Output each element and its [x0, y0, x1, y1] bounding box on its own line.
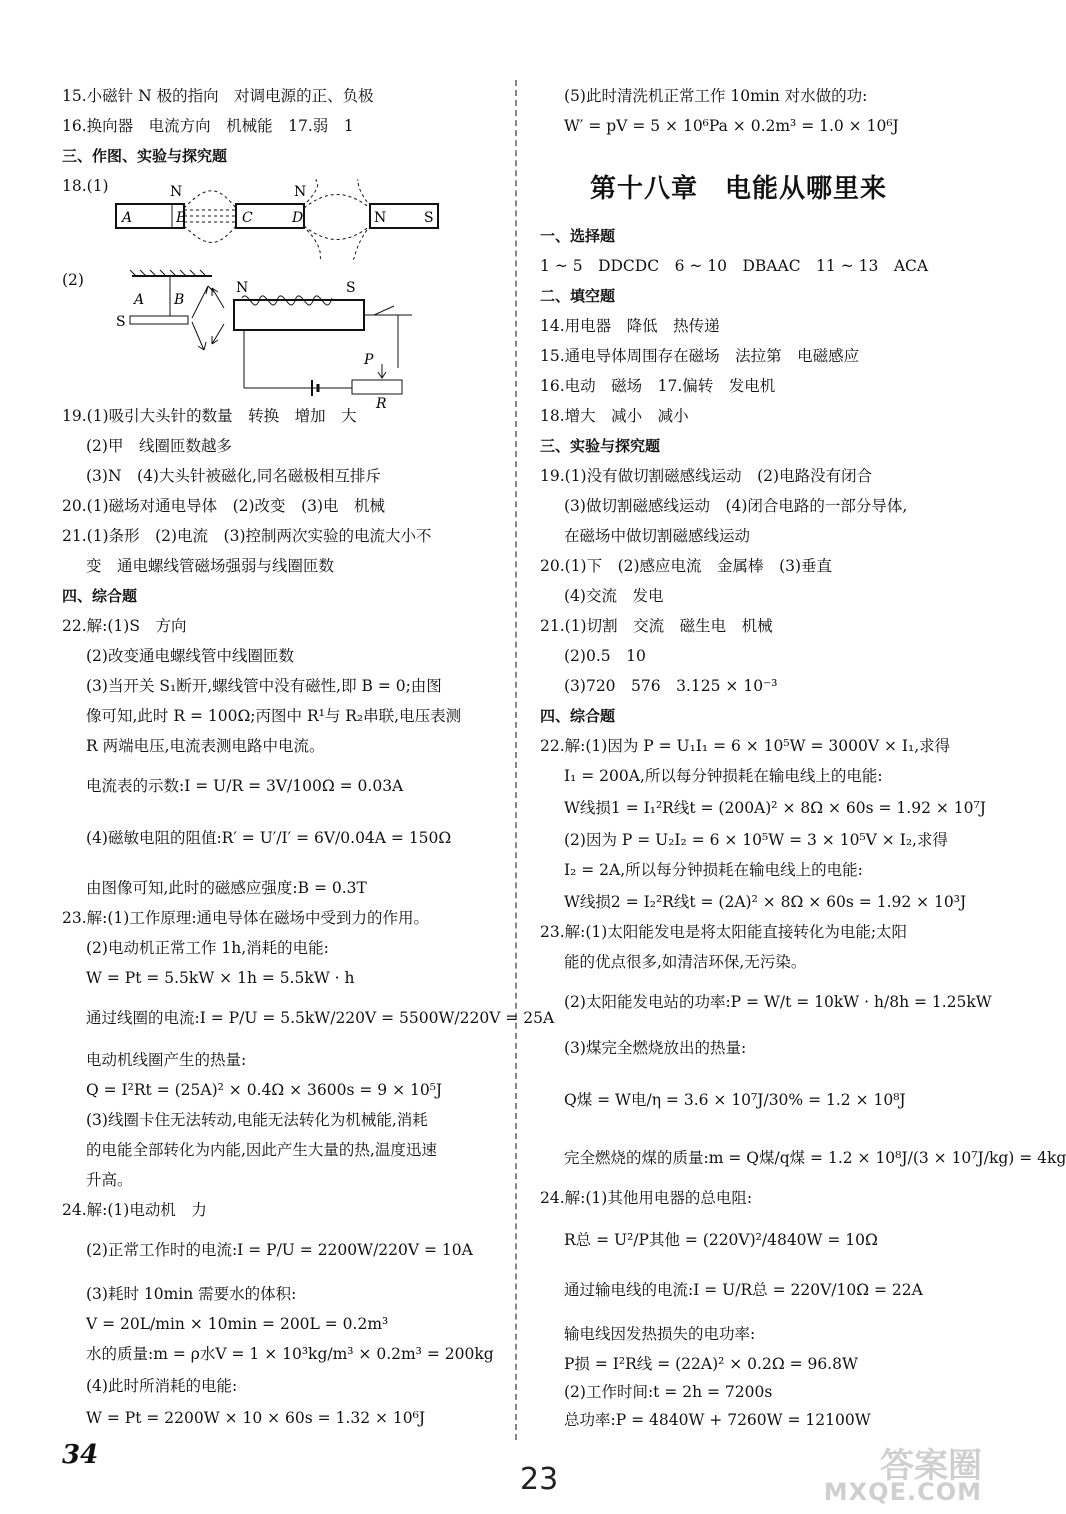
needle-label-a: A [134, 292, 145, 308]
answer-23-d: (3)煤完全燃烧放出的热量: [564, 1039, 747, 1057]
label-n-2: N [294, 184, 307, 200]
answer-21-a: 21.(1)条形 (2)电流 (3)控制两次实验的电流大小不 [62, 527, 432, 545]
choice-answers: 1 ~ 5 DDCDC 6 ~ 10 DBAAC 11 ~ 13 ACA [540, 257, 929, 275]
solenoid-label-s: S [346, 280, 356, 296]
answer-19-2: (2)甲 线圈匝数越多 [86, 437, 232, 455]
answer-16-17: 16.换向器 电流方向 机械能 17.弱 1 [62, 117, 354, 135]
answer-22-d: 像可知,此时 R = 100Ω;丙图中 R¹与 R₂串联,电压表测 [86, 707, 462, 725]
page-number: 34 [62, 1440, 99, 1470]
magnet-field-diagram [112, 180, 502, 260]
answer-20-b: (4)交流 发电 [564, 587, 664, 605]
watermark-url: MXQE.COM [823, 1478, 982, 1506]
answer-24-b: (2)正常工作时的电流:I = P/U = 2200W/220V = 10A [86, 1241, 473, 1259]
section-heading-2: 二、填空题 [540, 287, 616, 305]
answer-18-1-label: 18.(1) [62, 177, 109, 195]
answer-24-b: R总 = U²/P其他 = (220V)²/4840W = 10Ω [564, 1231, 878, 1249]
answer-18: 18.增大 减小 减小 [540, 407, 689, 425]
answer-23-b: 能的优点很多,如清洁环保,无污染。 [564, 953, 807, 971]
answer-22-b: I₁ = 200A,所以每分钟损耗在输电线上的电能: [564, 767, 883, 785]
answer-21-c: (3)720 576 3.125 × 10⁻³ [564, 677, 778, 695]
answer-19-3: (3)N (4)大头针被磁化,同名磁极相互排斥 [86, 467, 381, 485]
answer-21-b: (2)0.5 10 [564, 647, 646, 665]
answer-22-a: 22.解:(1)因为 P = U₁I₁ = 6 × 10⁵W = 3000V × I₁,求得 [540, 737, 951, 755]
label-b: B [176, 210, 187, 226]
answer-23-h: 的电能全部转化为内能,因此产生大量的热,温度迅速 [86, 1141, 437, 1159]
answer-prev-5-formula: W′ = pV = 5 × 10⁶Pa × 0.2m³ = 1.0 × 10⁶J [564, 117, 899, 135]
label-s: S [424, 210, 434, 226]
section-heading-1: 一、选择题 [540, 227, 616, 245]
answer-22-h: 由图像可知,此时的磁感应强度:B = 0.3T [86, 879, 367, 897]
answer-22-e: I₂ = 2A,所以每分钟损耗在输电线上的电能: [564, 861, 863, 879]
answer-22-a: 22.解:(1)S 方向 [62, 617, 187, 635]
answer-14: 14.用电器 降低 热传递 [540, 317, 720, 335]
answer-24-d: 输电线因发热损失的电功率: [564, 1325, 756, 1343]
handwritten-number: 23 [520, 1462, 559, 1497]
label-n-1: N [170, 184, 183, 200]
answer-22-g: (4)磁敏电阻的阻值:R′ = U′/I′ = 6V/0.04A = 150Ω [86, 829, 452, 847]
answer-24-a: 24.解:(1)电动机 力 [62, 1201, 207, 1219]
answer-18-2-label: (2) [62, 271, 84, 289]
answer-23-f: Q = I²Rt = (25A)² × 0.4Ω × 3600s = 9 × 10⁵J [86, 1081, 443, 1099]
answer-23-a: 23.解:(1)太阳能发电是将太阳能直接转化为电能;太阳 [540, 923, 908, 941]
answer-24-c: (3)耗时 10min 需要水的体积: [86, 1285, 297, 1303]
answer-22-b: (2)改变通电螺线管中线圈匝数 [86, 647, 294, 665]
needle-label-b: B [174, 292, 185, 308]
label-n-3: N [374, 210, 387, 226]
column-divider [515, 80, 517, 1440]
answer-22-f: 电流表的示数:I = U/R = 3V/100Ω = 0.03A [86, 777, 404, 795]
answer-22-f: W线损2 = I₂²R线t = (2A)² × 8Ω × 60s = 1.92 × 10³J [564, 893, 967, 911]
answer-23-f: 完全燃烧的煤的质量:m = Q煤/q煤 = 1.2 × 10⁸J/(3 × 10⁷J/kg) = 4kg [564, 1149, 1066, 1167]
answer-24-e: P损 = I²R线 = (22A)² × 0.2Ω = 96.8W [564, 1355, 858, 1373]
answer-19-a: 19.(1)没有做切割磁感线运动 (2)电路没有闭合 [540, 467, 873, 485]
section-heading-4: 四、综合题 [540, 707, 616, 725]
section-heading-4: 四、综合题 [62, 587, 138, 605]
answer-16-17: 16.电动 磁场 17.偏转 发电机 [540, 377, 776, 395]
answer-23-e: Q煤 = W电/η = 3.6 × 10⁷J/30% = 1.2 × 10⁸J [564, 1091, 906, 1109]
solenoid-circuit-diagram [112, 268, 412, 412]
answer-23-i: 升高。 [86, 1171, 133, 1189]
answer-15: 15.通电导体周围存在磁场 法拉第 电磁感应 [540, 347, 860, 365]
answer-21-b: 变 通电螺线管磁场强弱与线圈匝数 [86, 557, 335, 575]
rheostat-label-r: R [376, 396, 387, 412]
needle-label-s: S [116, 314, 126, 330]
answer-23-c: (2)太阳能发电站的功率:P = W/t = 10kW · h/8h = 1.25kW [564, 993, 992, 1011]
answer-24-c: 通过输电线的电流:I = U/R总 = 220V/10Ω = 22A [564, 1281, 923, 1299]
answer-19-1: 19.(1)吸引大头针的数量 转换 增加 大 [62, 407, 357, 425]
label-d: D [292, 210, 304, 226]
answer-23-a: 23.解:(1)工作原理:通电导体在磁场中受到力的作用。 [62, 909, 430, 927]
answer-20-a: 20.(1)下 (2)感应电流 金属棒 (3)垂直 [540, 557, 833, 575]
answer-23-g: (3)线圈卡住无法转动,电能无法转化为机械能,消耗 [86, 1111, 428, 1129]
answer-24-d: V = 20L/min × 10min = 200L = 0.2m³ [86, 1315, 389, 1333]
chapter-title: 第十八章 电能从哪里来 [590, 174, 888, 204]
answer-prev-5: (5)此时清洗机正常工作 10min 对水做的功: [564, 87, 868, 105]
answer-20: 20.(1)磁场对通电导体 (2)改变 (3)电 机械 [62, 497, 386, 515]
answer-23-e: 电动机线圈产生的热量: [86, 1051, 247, 1069]
answer-24-g: W = Pt = 2200W × 10 × 60s = 1.32 × 10⁶J [86, 1409, 426, 1427]
answer-23-d: 通过线圈的电流:I = P/U = 5.5kW/220V = 5500W/220V = 25A [86, 1009, 555, 1027]
answer-15: 15.小磁针 N 极的指向 对调电源的正、负极 [62, 87, 374, 105]
answer-23-b: (2)电动机正常工作 1h,消耗的电能: [86, 939, 329, 957]
answer-24-e: 水的质量:m = ρ水V = 1 × 10³kg/m³ × 0.2m³ = 200kg [86, 1345, 494, 1363]
watermark-logo: 答案圈 [880, 1446, 982, 1486]
section-heading-3: 三、实验与探究题 [540, 437, 661, 455]
label-a: A [122, 210, 133, 226]
answer-24-f: (2)工作时间:t = 2h = 7200s [564, 1383, 773, 1401]
answer-22-e: R 两端电压,电流表测电路中电流。 [86, 737, 325, 755]
answer-23-c: W = Pt = 5.5kW × 1h = 5.5kW · h [86, 969, 355, 987]
answer-21-a: 21.(1)切割 交流 磁生电 机械 [540, 617, 773, 635]
answer-22-d: (2)因为 P = U₂I₂ = 6 × 10⁵W = 3 × 10⁵V × I₂,求得 [564, 831, 948, 849]
solenoid-label-n: N [236, 280, 249, 296]
answer-22-c: (3)当开关 S₁断开,螺线管中没有磁性,即 B = 0;由图 [86, 677, 442, 695]
label-c: C [242, 210, 253, 226]
section-heading-3: 三、作图、实验与探究题 [62, 147, 228, 165]
answer-24-g: 总功率:P = 4840W + 7260W = 12100W [564, 1411, 871, 1429]
answer-19-c: 在磁场中做切割磁感线运动 [564, 527, 751, 545]
answer-19-b: (3)做切割磁感线运动 (4)闭合电路的一部分导体, [564, 497, 908, 515]
rheostat-label-p: P [364, 352, 374, 368]
answer-22-c: W线损1 = I₁²R线t = (200A)² × 8Ω × 60s = 1.92 × 10⁷J [564, 799, 986, 817]
answer-24-a: 24.解:(1)其他用电器的总电阻: [540, 1189, 753, 1207]
answer-24-f: (4)此时所消耗的电能: [86, 1377, 238, 1395]
